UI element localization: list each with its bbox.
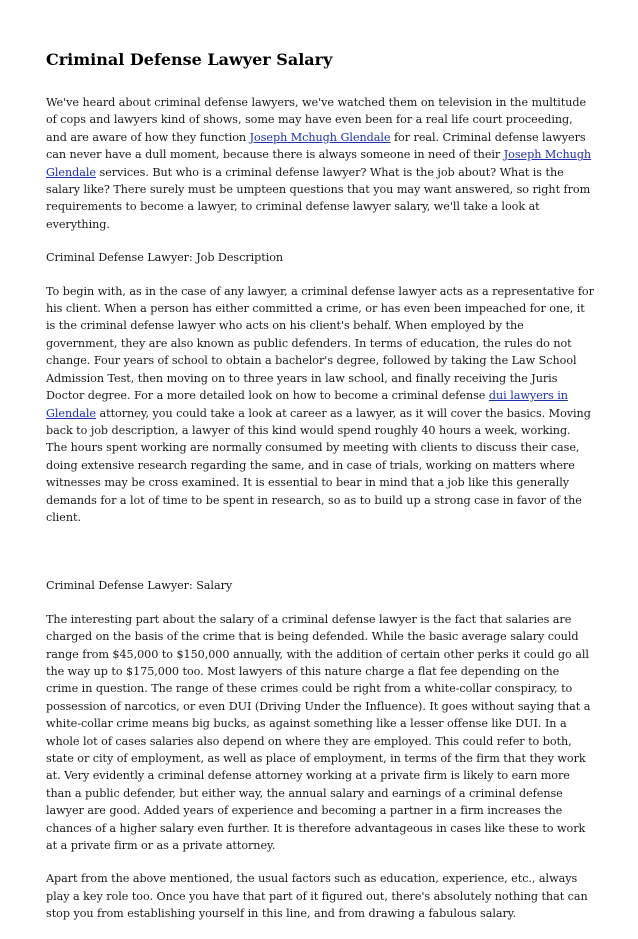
section-heading-salary: Criminal Defense Lawyer: Salary (46, 579, 233, 593)
blank-space (46, 542, 594, 577)
intro-text-2: for real. Criminal defense lawyers can never have a dull moment, because there is always someone in need of their (46, 130, 586, 162)
job-text-2: attorney, you could take a look at career as a lawyer, as it will cover the basics. Moving back to job description, a lawyer of this kind would spend roughly 40 hours a week, working. The hours spent working are normally consumed by meeting with clients to discuss their case, doing extensive research regarding the same, and in case of trials, working on matters where witnesses may be cross examined. It is essential to bear in mind that a job like this generally demands for a lot of time to be spent in research, so as to build up a strong case in favor of the client. (46, 406, 591, 524)
salary-paragraph-1: The interesting part about the salary of a criminal defense lawyer is the fact that salaries are charged on the basis of the crime that is being defended. While the basic average salary could range from $45,000 to $150,000 annually, with the addition of certain other perks it could go all the way up to $175,000 too. Most lawyers of this nature charge a flat fee depending on the crime in question. The range of these crimes could be right from a white-collar conspiracy, to possession of narcotics, or even DUI (Driving Under the Influence). It goes without saying that a white-collar crime means big bucks, as against something like a lesser offense like DUI. In a whole lot of cases salaries also depend on where they are employed. This could refer to both, state or city of employment, as well as place of employment, in terms of the firm that they work at. Very evidently a criminal defense attorney working at a private firm is likely to earn more than a public defender, but either way, the annual salary and earnings of a criminal defense lawyer are good. Added years of experience and becoming a partner in a firm increases the chances of a higher salary even further. It is therefore advantageous in cases like these to work at a private firm or as a private attorney. (46, 612, 591, 853)
link-dui-lawyers-glendale[interactable]: dui lawyers in Glendale (46, 389, 568, 420)
section-heading-job-description: Criminal Defense Lawyer: Job Description (46, 251, 284, 265)
intro-text-3: services. But who is a criminal defense lawyer? What is the job about? What is the salary like? There surely must be umpteen questions that you may want answered, so right from requirements to become a lawyer, to criminal defense lawyer salary, we'll take a look at everything. (46, 165, 591, 231)
intro-paragraph (46, 94, 594, 233)
intro-text-1: We've heard about criminal defense lawyers, we've watched them on television in the multitude of cops and lawyers kind of shows, some may have even been for a real life court proceeding, and are aware of how they function (46, 96, 587, 144)
page-title: Criminal Defense Lawyer Salary (46, 50, 333, 69)
job-text-1: To begin with, as in the case of any lawyer, a criminal defense lawyer acts as a representative for his client. When a person has either committed a crime, or has even been impeached for one, it is the criminal defense lawyer who acts on his client's behalf. When employed by the government, they are also known as public defenders. In terms of education, the rules do not change. Four years of school to obtain a bachelor's degree, followed by taking the Law School Admission Test, then moving on to three years in law school, and finally receiving the Juris Doctor degree. For a more detailed look on how to become a criminal defense (46, 284, 594, 403)
salary-paragraph-2: Apart from the above mentioned, the usual factors such as education, experience, etc., always play a key role too. Once you have that part of it figured out, there's absolutely nothing that can stop you from establishing yourself in this line, and from drawing a fabulous salary. (46, 872, 588, 921)
job-description-paragraph (46, 283, 594, 527)
link-joseph-mchugh-glendale-1[interactable]: Joseph Mchugh Glendale (249, 130, 391, 144)
document-page (46, 48, 594, 939)
link-joseph-mchugh-glendale-2[interactable]: Joseph Mchugh Glendale (46, 148, 592, 179)
